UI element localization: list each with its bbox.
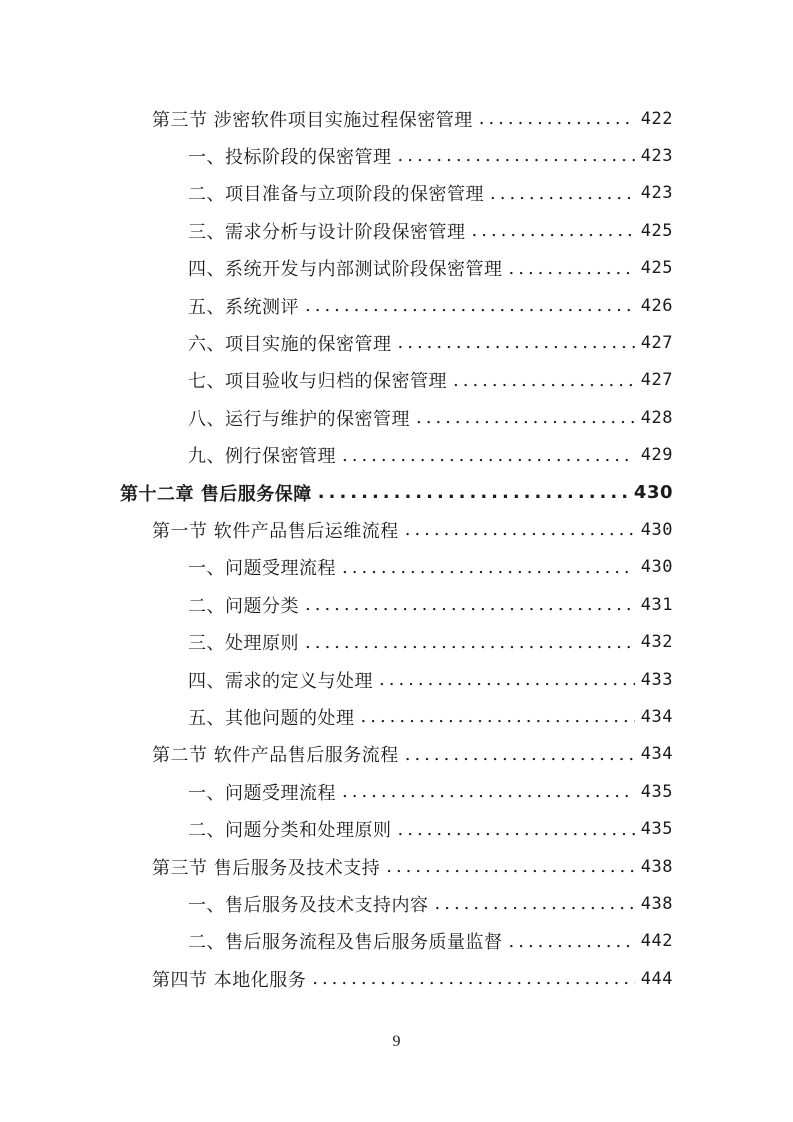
toc-entry-page: 435 (640, 781, 673, 802)
toc-dot-leader (509, 258, 635, 279)
toc-dot-leader (453, 370, 635, 391)
toc-dot-leader (405, 519, 635, 540)
toc-dot-leader (509, 931, 635, 952)
toc-dot-leader (342, 557, 635, 578)
toc-entry[interactable] (152, 848, 673, 885)
toc-dot-leader (305, 632, 635, 653)
toc-entry-title: 第三节 售后服务及技术支持 (152, 857, 381, 879)
toc-entry[interactable] (188, 362, 673, 399)
toc-entry-page: 425 (640, 258, 673, 279)
page-number: 9 (392, 1033, 401, 1050)
toc-entry-title: 二、项目准备与立项阶段的保密管理 (188, 184, 484, 206)
toc-entry-title: 一、问题受理流程 (188, 558, 336, 580)
toc-entry-title: 二、问题分类和处理原则 (188, 820, 392, 842)
toc-entry-title: 七、项目验收与归档的保密管理 (188, 371, 447, 393)
toc-entry-page: 444 (640, 968, 673, 989)
toc-dot-leader (398, 332, 635, 353)
toc-entry[interactable] (152, 960, 673, 997)
toc-entry[interactable] (188, 923, 673, 960)
toc-entry-page: 435 (640, 819, 673, 840)
toc-entry-title: 八、运行与维护的保密管理 (188, 408, 410, 430)
toc-entry-page: 438 (640, 893, 673, 914)
toc-entry-page: 423 (640, 183, 673, 204)
toc-entry[interactable] (188, 624, 673, 661)
toc-entry-page: 429 (640, 445, 673, 466)
toc-entry-title: 第一节 软件产品售后运维流程 (152, 520, 399, 542)
toc-entry-page: 428 (640, 407, 673, 428)
toc-dot-leader (472, 220, 635, 241)
toc-dot-leader (342, 781, 635, 802)
toc-entry-page: 430 (633, 482, 673, 503)
toc-entry-title: 四、需求的定义与处理 (188, 670, 373, 692)
toc-entry[interactable] (188, 399, 673, 436)
toc-entry-title: 五、其他问题的处理 (188, 707, 355, 729)
toc-entry-page: 426 (640, 295, 673, 316)
toc-entry[interactable] (188, 137, 673, 174)
toc-entry-title: 第四节 本地化服务 (152, 969, 307, 991)
toc-entry[interactable] (188, 324, 673, 361)
toc-entry-title: 三、处理原则 (188, 633, 299, 655)
toc-entry-title: 二、售后服务流程及售后服务质量监督 (188, 932, 503, 954)
toc-entry[interactable] (152, 511, 673, 548)
toc-entry-title: 二、问题分类 (188, 595, 299, 617)
toc-entry[interactable] (188, 175, 673, 212)
toc-entry-page: 427 (640, 370, 673, 391)
toc-dot-leader (398, 145, 635, 166)
toc-entry[interactable] (120, 474, 673, 511)
toc-entry-page: 433 (640, 669, 673, 690)
toc-entry[interactable] (188, 250, 673, 287)
toc-dot-leader (318, 482, 628, 503)
toc-dot-leader (342, 445, 635, 466)
toc-entry-page: 423 (640, 145, 673, 166)
toc-dot-leader (379, 669, 635, 690)
toc-entry-page: 427 (640, 332, 673, 353)
toc-dot-leader (361, 706, 635, 727)
toc-entry[interactable] (188, 885, 673, 922)
toc-entry-title: 五、系统测评 (188, 296, 299, 318)
toc-dot-leader (435, 893, 635, 914)
toc-entry-page: 432 (640, 632, 673, 653)
toc-entry-page: 442 (640, 931, 673, 952)
toc-entry-title: 一、投标阶段的保密管理 (188, 146, 392, 168)
toc-entry-title: 四、系统开发与内部测试阶段保密管理 (188, 259, 503, 281)
toc-entry-title: 六、项目实施的保密管理 (188, 333, 392, 355)
toc-entry-page: 422 (640, 108, 673, 129)
toc-entry-title: 九、例行保密管理 (188, 446, 336, 468)
toc-entry[interactable] (188, 287, 673, 324)
toc-entry[interactable] (188, 437, 673, 474)
toc-entry[interactable] (188, 811, 673, 848)
toc-dot-leader (416, 407, 635, 428)
toc-entry-page: 430 (640, 557, 673, 578)
toc-entry-page: 434 (640, 706, 673, 727)
toc-dot-leader (305, 295, 635, 316)
toc-entry[interactable] (188, 549, 673, 586)
toc-entry-page: 430 (640, 519, 673, 540)
toc-entry[interactable] (152, 736, 673, 773)
toc-entry-title: 第三节 涉密软件项目实施过程保密管理 (152, 109, 473, 131)
toc-dot-leader (305, 594, 635, 615)
toc-entry-page: 438 (640, 856, 673, 877)
toc-entry-page: 431 (640, 594, 673, 615)
toc-entry-title: 一、售后服务及技术支持内容 (188, 894, 429, 916)
toc-entry-title: 第十二章 售后服务保障 (120, 483, 312, 505)
toc-entry[interactable] (152, 100, 673, 137)
toc-dot-leader (386, 856, 635, 877)
toc-entry-title: 三、需求分析与设计阶段保密管理 (188, 221, 466, 243)
toc-entry-page: 434 (640, 744, 673, 765)
toc-entry-title: 一、问题受理流程 (188, 782, 336, 804)
toc-entry[interactable] (188, 586, 673, 623)
toc-entry-page: 425 (640, 220, 673, 241)
toc-dot-leader (312, 968, 635, 989)
toc-dot-leader (398, 819, 635, 840)
toc-entry[interactable] (188, 661, 673, 698)
toc-entry-title: 第二节 软件产品售后服务流程 (152, 745, 399, 767)
toc-entry[interactable] (188, 212, 673, 249)
toc-entry[interactable] (188, 773, 673, 810)
toc-dot-leader (490, 183, 635, 204)
toc-entry[interactable] (188, 698, 673, 735)
toc-dot-leader (405, 744, 635, 765)
toc-dot-leader (479, 108, 635, 129)
